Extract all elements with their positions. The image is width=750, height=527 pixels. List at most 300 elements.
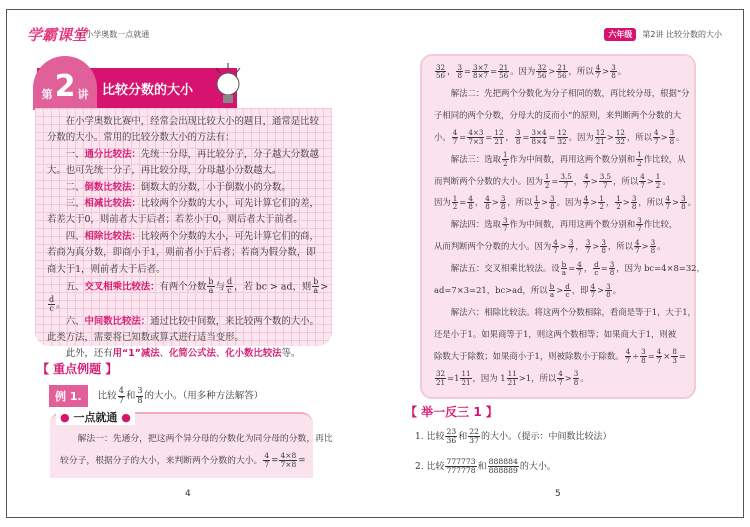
numerator: 777773 [446, 456, 476, 466]
text-segment: = [522, 131, 530, 142]
text-segment: 比较两个分数的大小，可先计算它们的商， [140, 230, 319, 242]
numerator: 888884 [488, 456, 518, 466]
fraction [609, 261, 616, 277]
text-segment: 而判断两个分数的大小。因为 [434, 175, 543, 186]
text-segment: 。 [662, 175, 671, 186]
denominator: 21 [461, 377, 471, 387]
text-segment: 此外，还有 [47, 348, 113, 360]
text-segment: 解法四：选取 [434, 219, 501, 230]
method-name: 交叉相乘比较法： [84, 281, 160, 293]
denominator: 8 [515, 136, 521, 146]
numerator: 1 [637, 150, 642, 160]
numerator: 12 [494, 128, 504, 138]
denominator: 8 [485, 202, 490, 212]
denominator: 7 [563, 180, 569, 190]
text-segment: > [606, 131, 614, 142]
fraction [493, 129, 504, 145]
denominator: 32 [557, 136, 567, 146]
text-line [47, 262, 320, 278]
numerator: 1 [616, 193, 621, 203]
key-examples-heading: 【 重点例题 】 [37, 362, 118, 376]
method-name: 化小数比较法 [225, 348, 282, 360]
denominator: 7 [452, 136, 458, 146]
text-segment: = [298, 456, 306, 466]
denominator: a [313, 286, 319, 296]
fraction [530, 129, 547, 145]
denominator: 7 [595, 71, 601, 80]
fraction [498, 64, 509, 80]
text-segment: ad=7×3=21，bc>ad，所以 [434, 285, 548, 296]
text-line [47, 114, 320, 130]
text-segment: 一、 [47, 148, 85, 160]
fraction [615, 195, 622, 211]
numerator: 4 [654, 128, 659, 138]
text-segment: 若差大于0，则前者大于后者；若差小于0，则后者大于前者。 [47, 214, 303, 226]
numerator: 3 [137, 386, 143, 396]
text-segment: > [590, 197, 598, 208]
method-name: 相除比较法： [84, 230, 141, 242]
text-segment: 。 [56, 299, 66, 311]
numerator: 4 [635, 237, 640, 247]
text-segment: ，所以 [613, 175, 639, 186]
fraction [595, 129, 606, 145]
grade-badge: 六年级 [604, 28, 636, 41]
text-line [47, 296, 320, 314]
fraction [48, 296, 55, 314]
chapter-prefix: 第 [41, 88, 53, 101]
denominator: 7×8 [280, 460, 297, 469]
text-segment: > [641, 241, 649, 252]
numerator: 1 [534, 193, 540, 203]
text-segment: > [660, 131, 668, 142]
fraction [544, 173, 551, 189]
text-segment: 分数的大小。常用的比较分数大小的方法有： [47, 132, 235, 144]
chapter-suffix: 讲 [77, 88, 89, 101]
fraction [680, 195, 687, 211]
numerator: 3 [515, 128, 521, 138]
text-line [47, 180, 320, 196]
page-number-left: 4 [185, 489, 191, 499]
numerator: 3 [585, 237, 591, 247]
text-segment: ， [505, 131, 514, 142]
denominator: 8 [550, 202, 555, 212]
example-text [98, 387, 264, 405]
numerator: 3 [669, 128, 675, 138]
fraction [502, 217, 509, 233]
numerator: 23 [446, 426, 457, 436]
numerator: 4 [452, 128, 458, 138]
fraction [515, 129, 522, 145]
fraction [467, 129, 484, 145]
fraction [615, 129, 626, 145]
denominator: 7 [625, 355, 631, 365]
denominator: 8 [601, 246, 606, 256]
denominator: 7×3 [468, 136, 484, 146]
denominator: 8 [650, 246, 656, 256]
fraction [488, 458, 519, 475]
text-segment: ，所以 [626, 131, 653, 142]
text-segment: 二、 [47, 181, 85, 193]
text-segment: = [600, 263, 608, 274]
text-segment: > [590, 175, 598, 186]
text-line [434, 302, 696, 324]
denominator: 7 [585, 246, 591, 256]
text-segment: 先统一分母，再比较分子，分子越大分数越 [140, 148, 319, 160]
denominator: 8×7 [473, 71, 489, 80]
text-segment: 若商为真分数，即商小于1，则前者小于后者；若商为假分数，即 [47, 247, 316, 259]
denominator: a [549, 290, 555, 300]
denominator: 8 [606, 290, 611, 300]
numerator: 32 [436, 369, 446, 379]
text-line [434, 368, 682, 390]
text-line [415, 422, 611, 452]
text-segment: 的大小。 [519, 462, 556, 472]
text-segment: = [459, 197, 467, 208]
fraction [468, 428, 480, 445]
denominator: 2 [599, 202, 604, 212]
denominator: 7 [264, 460, 270, 469]
numerator: 3.5 [560, 172, 572, 182]
text-segment: 商大于1，则前者大于后者。 [47, 263, 166, 275]
denominator: 8 [681, 202, 686, 212]
logo: 学霸课堂 [27, 26, 88, 44]
fraction [561, 261, 568, 277]
numerator: 4 [485, 193, 490, 203]
numerator: 4 [584, 172, 589, 182]
numerator: 12 [595, 128, 605, 138]
fraction [599, 173, 612, 189]
denominator: 8 [457, 71, 462, 80]
text-segment: 较分子，根据分子的大小，来判断两个分数的大小。 [60, 456, 263, 466]
denominator: 2 [655, 180, 661, 190]
denominator: 32 [615, 136, 625, 146]
method-name: 通分比较法： [84, 148, 141, 160]
denominator: 8 [611, 71, 616, 80]
practice-list [415, 422, 611, 482]
numerator: 3 [637, 215, 642, 225]
denominator: 8 [500, 202, 506, 212]
denominator: 2 [616, 202, 621, 212]
numerator: 21 [499, 62, 509, 72]
numerator: 3 [631, 193, 637, 203]
denominator: 21 [595, 136, 605, 146]
fraction [500, 195, 507, 211]
text-segment: = [490, 66, 498, 76]
fraction [671, 348, 678, 364]
intro-box [35, 108, 332, 360]
fraction [595, 64, 602, 80]
text-segment: > [556, 285, 564, 296]
denominator: 36 [446, 436, 457, 445]
numerator: 8 [672, 347, 677, 357]
text-segment: 解法三：选取 [434, 153, 501, 164]
text-segment: > [597, 285, 605, 296]
numerator: 3 [606, 281, 611, 291]
numerator: 1 [452, 193, 458, 203]
numerator: 1 [599, 193, 604, 203]
denominator: 7 [654, 136, 659, 146]
numerator: 4 [625, 347, 631, 357]
numerator: 3 [500, 193, 506, 203]
text-segment: = [271, 456, 279, 466]
numerator: 3 [641, 347, 646, 357]
numerator: d [565, 281, 570, 291]
text-segment: 。 [676, 131, 685, 142]
denominator: 7 [118, 395, 124, 405]
text-segment: 有两个分数 [159, 281, 207, 293]
fraction [557, 129, 568, 145]
denominator: 8 [631, 202, 637, 212]
numerator: 1 [655, 172, 661, 182]
text-segment: ，所以 [607, 241, 633, 252]
text-segment: 从而判断两个分数的大小。因为 [434, 241, 552, 252]
numerator: 3 [573, 369, 579, 379]
denominator: 7 [584, 180, 589, 190]
denominator: 37 [469, 436, 479, 445]
example-label: 例 1. [49, 385, 88, 407]
fraction [593, 261, 600, 277]
text-line [60, 450, 306, 472]
lesson-title: 比较分数的大小 [102, 83, 194, 98]
numerator: 4 [553, 237, 558, 247]
fraction [456, 64, 463, 80]
fraction [452, 129, 459, 145]
text-segment: > [622, 197, 630, 208]
text-segment: 和 [458, 432, 468, 442]
numerator: b [561, 259, 567, 269]
numerator: 3 [601, 237, 606, 247]
text-line [434, 280, 682, 302]
text-line [434, 346, 686, 368]
text-segment: 。 [657, 241, 666, 252]
text-segment: ，所以 [638, 197, 664, 208]
text-segment: 与 [215, 281, 225, 293]
denominator: c [49, 304, 54, 314]
text-segment: 解法六：相除比较法。将这两个分数相除，看商是等于1，大于1， [434, 306, 696, 317]
fraction [573, 370, 580, 386]
numerator: 4 [264, 451, 270, 461]
numerator: 3 [681, 193, 686, 203]
text-segment: ，因为 bc=4×8=32， [616, 263, 705, 274]
fraction [435, 64, 446, 80]
numerator: 1 [544, 172, 550, 182]
denominator: 777778 [446, 466, 476, 475]
numerator: 22 [469, 426, 479, 436]
numerator: 11 [507, 369, 517, 379]
numerator: 4 [656, 347, 662, 357]
text-segment: ， [575, 241, 584, 252]
fraction [655, 173, 662, 189]
fraction [484, 195, 491, 211]
text-segment: 。因为 [556, 197, 582, 208]
solutions-box [420, 54, 705, 399]
text-segment: 解法一：先通分，把这两个异分母的分数化为同分母的分数，再比 [60, 434, 333, 444]
fraction [636, 151, 643, 167]
text-line [47, 147, 320, 163]
fraction [598, 195, 605, 211]
text-segment: > [548, 66, 556, 76]
text-segment: 五、 [47, 281, 85, 293]
text-segment: = [485, 131, 493, 142]
fraction [467, 195, 474, 211]
denominator: 7 [656, 355, 662, 365]
text-segment: ，若 bc > ad，则 [234, 281, 312, 293]
fraction [445, 428, 457, 445]
text-line [434, 214, 682, 236]
text-segment: 。因为 [510, 66, 536, 76]
denominator: 21 [494, 136, 504, 146]
fraction [669, 129, 676, 145]
numerator: 4 [595, 62, 601, 72]
text-segment: 作为中间数，再用这两个数分别和 [509, 153, 636, 164]
text-segment: 的大小。（用多种方法解答） [144, 390, 264, 402]
fraction [639, 173, 646, 189]
text-segment: ， [583, 263, 593, 274]
text-segment: > [592, 241, 600, 252]
text-segment: 小。 [434, 131, 451, 142]
denominator: 8 [573, 377, 579, 387]
fraction [636, 217, 643, 233]
text-line [47, 163, 320, 179]
text-segment: 和 [477, 462, 487, 472]
method-name: 倒数比较法： [84, 181, 141, 193]
denominator: 8 [669, 136, 675, 146]
denominator: 7 [603, 180, 608, 190]
text-segment: = [568, 263, 576, 274]
denominator: 8 [468, 202, 473, 212]
text-line [434, 258, 705, 280]
numerator: b [313, 277, 319, 287]
text-segment: 除数大于除数；如果商小于1，则被除数小于除数。 [434, 350, 624, 361]
text-line [47, 229, 320, 245]
text-segment: 。 [617, 66, 627, 76]
denominator: 7 [640, 180, 645, 190]
text-segment: > [646, 175, 654, 186]
fraction [460, 370, 471, 386]
text-line [434, 149, 686, 171]
numerator: 12 [557, 128, 567, 138]
numerator: 4 [640, 172, 645, 182]
numerator: d [226, 277, 233, 287]
text-line [434, 171, 682, 193]
numerator: 3×4 [531, 128, 547, 138]
fraction [585, 239, 592, 255]
fraction [653, 129, 660, 145]
text-segment: × [663, 350, 671, 361]
fraction [665, 195, 672, 211]
fraction [502, 151, 509, 167]
fraction [600, 239, 607, 255]
text-segment: 1. 比较 [415, 432, 445, 442]
denominator: 2 [534, 202, 540, 212]
text-segment: 等。 [281, 348, 301, 360]
text-segment: = [647, 350, 655, 361]
method-name: 用“1”减法 [112, 348, 160, 360]
fraction [312, 278, 319, 296]
text-segment: 还是小于1。如果商等于1，则这两个数相等；如果商大于1，则被 [434, 328, 677, 339]
fraction [634, 239, 641, 255]
numerator: 3 [550, 193, 555, 203]
method-name: 化简公式法 [169, 348, 216, 360]
denominator: a [208, 286, 214, 296]
fraction [656, 348, 663, 364]
lightbulb-icon [210, 62, 246, 108]
numerator: d [49, 294, 55, 304]
text-line [434, 236, 682, 258]
fraction [549, 283, 556, 299]
text-line [47, 245, 320, 261]
text-segment: > [559, 241, 567, 252]
text-line [47, 277, 329, 296]
denominator: 2 [544, 180, 550, 190]
practice-heading: 【 举一反三 1 】 [405, 405, 498, 419]
denominator: 7 [583, 202, 589, 212]
text-segment: = [464, 66, 472, 76]
text-segment: > [602, 66, 610, 76]
numerator: 4 [590, 281, 596, 291]
fraction [650, 239, 657, 255]
text-segment: 三、 [47, 198, 85, 210]
text-segment: 作为中间数，再用这两个数分别和 [509, 219, 636, 230]
denominator: 8 [609, 268, 615, 278]
fraction [507, 370, 518, 386]
fraction [640, 348, 647, 364]
fraction [263, 452, 270, 469]
text-segment: ，因为 1 [472, 372, 506, 383]
fraction [590, 283, 597, 299]
text-segment: ， [474, 197, 484, 208]
text-segment: 。 [612, 285, 622, 296]
text-segment: ， [447, 66, 456, 76]
numerator: 12 [615, 128, 625, 138]
example-1 [49, 385, 263, 407]
fraction [568, 239, 575, 255]
book-subtitle: • 小学奥数一点就通 [78, 30, 150, 39]
text-segment: > [491, 197, 499, 208]
fraction [445, 458, 476, 475]
fraction [549, 195, 556, 211]
numerator: 4×3 [468, 128, 484, 138]
numerator: b [208, 277, 214, 287]
method-name: 相减比较法： [84, 198, 141, 210]
fraction [534, 195, 541, 211]
fraction [564, 283, 571, 299]
fraction [576, 261, 583, 277]
text-line [47, 212, 320, 228]
text-segment: =1 [447, 372, 460, 383]
denominator: 7 [637, 224, 642, 234]
method-name: 中间数比较法： [84, 315, 151, 327]
text-segment: > [541, 197, 549, 208]
fraction [610, 64, 617, 80]
right-running-header [604, 28, 722, 41]
text-segment: 解法五：交叉相乘比较法。设 [434, 263, 560, 274]
denominator: 8 [137, 395, 143, 405]
numerator: 4×8 [280, 451, 297, 461]
numerator: 32 [537, 62, 547, 72]
text-line [47, 314, 320, 330]
denominator: 21 [436, 377, 446, 387]
numerator: 3 [457, 62, 462, 72]
text-segment: ，即 [571, 285, 589, 296]
fraction [207, 278, 214, 296]
denominator: 7 [553, 246, 558, 256]
numerator: 32 [436, 62, 446, 72]
numerator: 4 [468, 193, 473, 203]
text-segment: > [672, 197, 680, 208]
denominator: 2 [503, 158, 508, 168]
text-line [434, 192, 696, 214]
